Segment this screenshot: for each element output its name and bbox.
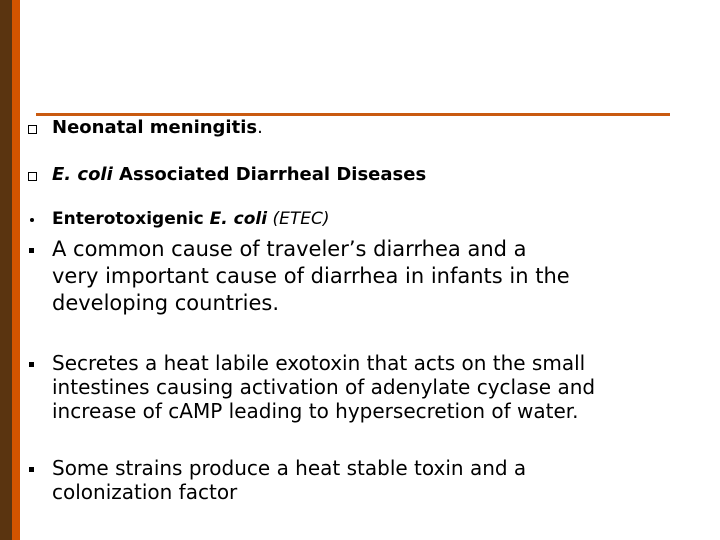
bullet-text: Some strains produce a heat stable toxin and a colonization factor (52, 456, 527, 504)
dot-bullet-icon (30, 218, 34, 222)
left-accent-bar-orange (12, 0, 20, 540)
box-bullet-icon (28, 125, 37, 134)
bullet-text: Neonatal meningitis. (52, 117, 263, 138)
left-accent-bar-dark (0, 0, 12, 540)
bullet-text: A common cause of traveler’s diarrhea and a very important cause of diarrhea in infants in the developing countries. (52, 237, 570, 315)
title-divider (36, 113, 670, 116)
square-bullet-icon (29, 362, 34, 367)
square-bullet-icon (29, 467, 34, 472)
bullet-text: Enterotoxigenic E. coli (ETEC) (52, 209, 330, 229)
bullet-text: E. coli Associated Diarrheal Diseases (52, 164, 427, 185)
bullet-text: Secretes a heat labile exotoxin that acts on the small intestines causing activation of adenylate cyclase and increase of cAMP leading to hypersecretion of water. (52, 351, 596, 423)
square-bullet-icon (29, 248, 34, 253)
box-bullet-icon (28, 172, 37, 181)
